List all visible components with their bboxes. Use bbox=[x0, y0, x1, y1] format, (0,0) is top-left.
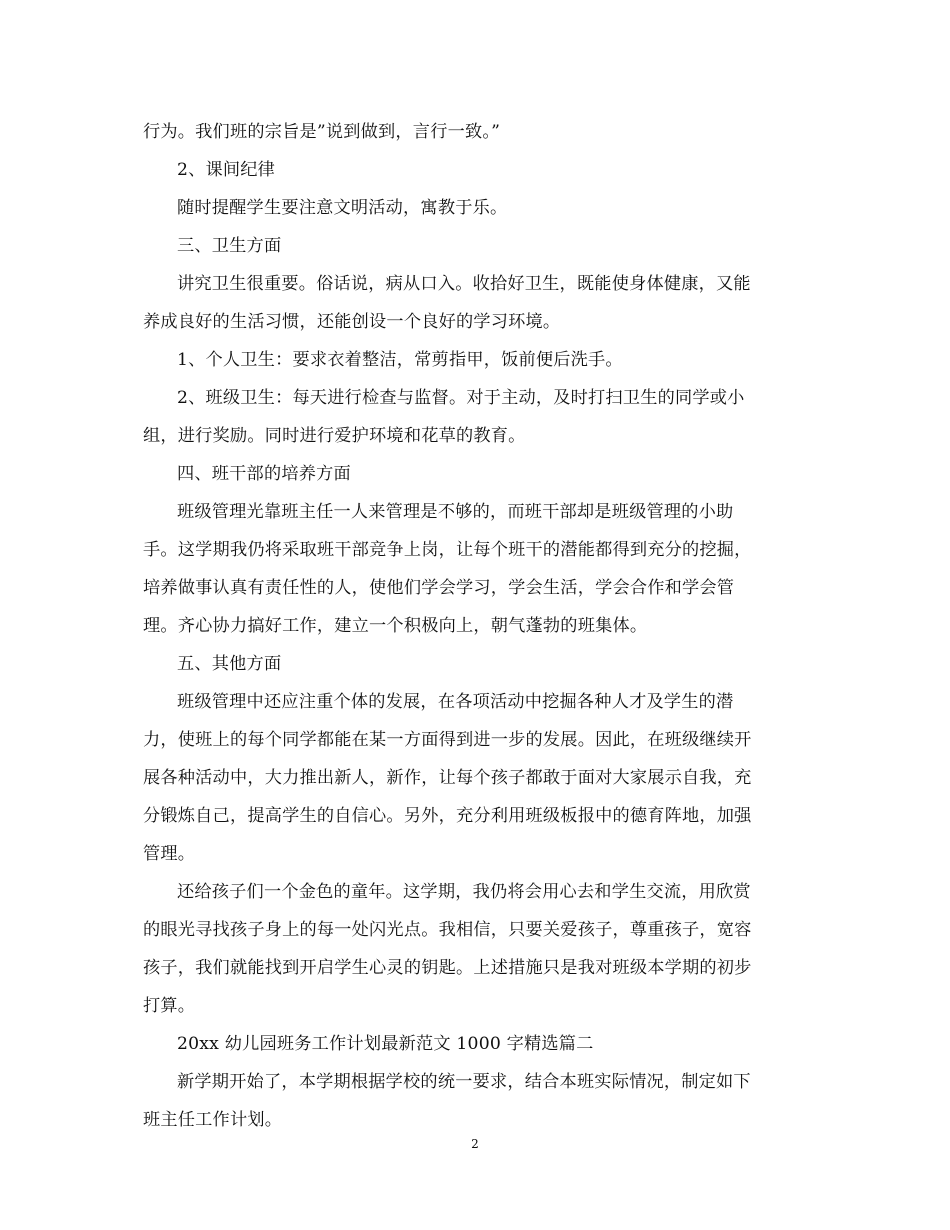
text-line: 三、卫生方面 bbox=[177, 236, 282, 256]
text-line: 的眼光寻找孩子身上的每一处闪光点。我相信，只要关爱孩子，尊重孩子，宽容 bbox=[143, 920, 752, 940]
document-body bbox=[143, 113, 803, 1139]
text-line: 理。齐心协力搞好工作，建立一个积极向上，朝气蓬勃的班集体。 bbox=[143, 616, 648, 636]
text-line: 1、个人卫生：要求衣着整洁，常剪指甲，饭前便后洗手。 bbox=[177, 350, 623, 370]
text-line: 20xx 幼儿园班务工作计划最新范文 1000 字精选篇二 bbox=[177, 1034, 594, 1054]
text-line: 手。这学期我仍将采取班干部竞争上岗，让每个班干的潜能都得到充分的挖掘， bbox=[143, 540, 752, 560]
text-line: 行为。我们班的宗旨是”说到做到，言行一致。” bbox=[143, 122, 501, 142]
text-line: 班级管理中还应注重个体的发展，在各项活动中挖掘各种人才及学生的潜 bbox=[177, 692, 734, 712]
text-line: 养成良好的生活习惯，还能创设一个良好的学习环境。 bbox=[143, 312, 561, 332]
text-line: 2、班级卫生：每天进行检查与监督。对于主动，及时打扫卫生的同学或小 bbox=[177, 388, 745, 408]
text-line: 管理。 bbox=[143, 844, 196, 864]
text-line: 打算。 bbox=[143, 996, 196, 1016]
text-line: 班主任工作计划。 bbox=[143, 1110, 283, 1130]
text-line: 力，使班上的每个同学都能在某一方面得到进一步的发展。因此，在班级继续开 bbox=[143, 730, 752, 750]
text-line: 随时提醒学生要注意文明活动，寓教于乐。 bbox=[177, 198, 508, 218]
text-line: 孩子，我们就能找到开启学生心灵的钥匙。上述措施只是我对班级本学期的初步 bbox=[143, 958, 752, 978]
text-line: 五、其他方面 bbox=[177, 654, 282, 674]
text-line: 组，进行奖励。同时进行爱护环境和花草的教育。 bbox=[143, 426, 526, 446]
text-line: 展各种活动中，大力推出新人，新作，让每个孩子都敢于面对大家展示自我，充 bbox=[143, 768, 752, 788]
text-line: 班级管理光靠班主任一人来管理是不够的，而班干部却是班级管理的小助 bbox=[177, 502, 734, 522]
text-line: 2、课间纪律 bbox=[177, 160, 276, 180]
text-line: 分锻炼自己，提高学生的自信心。另外，充分利用班级板报中的德育阵地，加强 bbox=[143, 806, 752, 826]
text-line: 新学期开始了，本学期根据学校的统一要求，结合本班实际情况，制定如下 bbox=[177, 1072, 751, 1092]
text-line: 四、班干部的培养方面 bbox=[177, 464, 351, 484]
text-line: 培养做事认真有责任性的人，使他们学会学习，学会生活，学会合作和学会管 bbox=[143, 578, 735, 598]
text-line: 还给孩子们一个金色的童年。这学期，我仍将会用心去和学生交流，用欣赏 bbox=[177, 882, 751, 902]
text-line: 讲究卫生很重要。俗话说，病从口入。收拾好卫生，既能使身体健康，又能 bbox=[177, 274, 751, 294]
page-number: 2 bbox=[471, 1137, 479, 1151]
